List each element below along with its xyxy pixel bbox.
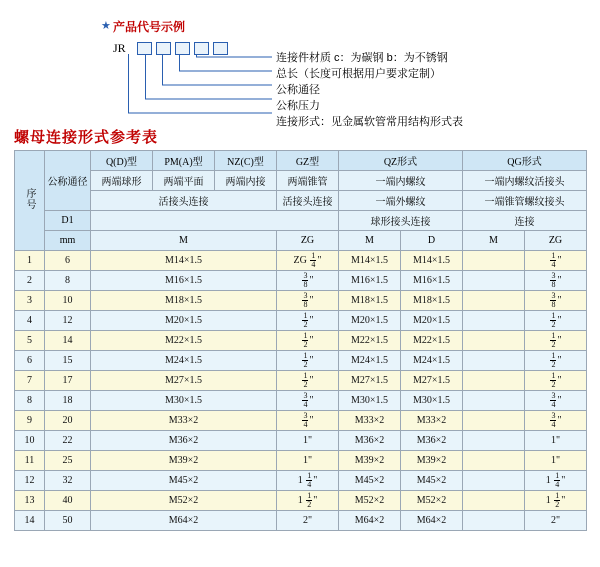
cell-qz-m: M22×1.5 bbox=[339, 331, 401, 351]
cell-qz-m: M36×2 bbox=[339, 431, 401, 451]
header-qz-ball: 球形接头连接 bbox=[339, 211, 463, 231]
cell-qg-m bbox=[463, 391, 525, 411]
product-code-legend bbox=[0, 0, 600, 128]
cell-qg-m bbox=[463, 291, 525, 311]
table-row bbox=[15, 411, 587, 431]
legend-item-nominal-diameter: 公称通径 bbox=[276, 84, 320, 96]
header-group-pm: PM(A)型 bbox=[153, 151, 215, 171]
legend-title: 产品代号示例 bbox=[113, 20, 186, 34]
cell-qg-zg: $\frac{3}{8}$ " bbox=[525, 291, 587, 311]
header-qg-connect: 连接 bbox=[463, 211, 587, 231]
cell-qz-d: M14×1.5 bbox=[401, 251, 463, 271]
cell-qz-m: M24×1.5 bbox=[339, 351, 401, 371]
cell-zg: $\frac{3}{4}$ " bbox=[277, 391, 339, 411]
cell-qz-m: M16×1.5 bbox=[339, 271, 401, 291]
cell-qz-m: M33×2 bbox=[339, 411, 401, 431]
header-qz-thread: 一端外螺纹 bbox=[339, 191, 463, 211]
table-row bbox=[15, 351, 587, 371]
cell-m: M27×1.5 bbox=[91, 371, 277, 391]
cell-m: M64×2 bbox=[91, 511, 277, 531]
cell-qg-m bbox=[463, 471, 525, 491]
cell-zg: $\frac{3}{8}$ " bbox=[277, 291, 339, 311]
header-qd-desc: 两端球形 bbox=[91, 171, 153, 191]
header-col-zg: ZG bbox=[277, 231, 339, 251]
cell-qg-zg: $\frac{1}{4}$ " bbox=[525, 251, 587, 271]
table-row bbox=[15, 471, 587, 491]
header-seq: 序号 bbox=[15, 151, 45, 251]
header-pm-desc: 两端平面 bbox=[153, 171, 215, 191]
cell-qg-zg: $\frac{3}{8}$ " bbox=[525, 271, 587, 291]
header-qz-desc: 一端内螺纹 bbox=[339, 171, 463, 191]
cell-dn: 18 bbox=[45, 391, 91, 411]
header-group-qz: QZ形式 bbox=[339, 151, 463, 171]
cell-seq: 7 bbox=[15, 371, 45, 391]
cell-zg: $\frac{3}{4}$ " bbox=[277, 411, 339, 431]
cell-m: M22×1.5 bbox=[91, 331, 277, 351]
header-left-connection: 活接头连接 bbox=[91, 191, 277, 211]
cell-qg-zg: 1" bbox=[525, 451, 587, 471]
table-header-row-5 bbox=[15, 231, 587, 251]
cell-qg-zg: 1" bbox=[525, 431, 587, 451]
header-gz-desc: 两端锥管 bbox=[277, 171, 339, 191]
cell-seq: 10 bbox=[15, 431, 45, 451]
header-col-qg-zg: ZG bbox=[525, 231, 587, 251]
cell-dn: 14 bbox=[45, 331, 91, 351]
cell-qz-m: M18×1.5 bbox=[339, 291, 401, 311]
cell-zg: ZG $\frac{1}{4}$ " bbox=[277, 251, 339, 271]
cell-qz-d: M22×1.5 bbox=[401, 331, 463, 351]
cell-qg-m bbox=[463, 411, 525, 431]
cell-qg-m bbox=[463, 331, 525, 351]
cell-qz-d: M16×1.5 bbox=[401, 271, 463, 291]
cell-m: M30×1.5 bbox=[91, 391, 277, 411]
cell-zg: $\frac{3}{8}$ " bbox=[277, 271, 339, 291]
header-group-nz: NZ(C)型 bbox=[215, 151, 277, 171]
cell-seq: 11 bbox=[15, 451, 45, 471]
cell-zg: $\frac{1}{2}$ " bbox=[277, 371, 339, 391]
cell-qg-zg: 1 $\frac{1}{4}$ " bbox=[525, 471, 587, 491]
cell-qg-zg: 2" bbox=[525, 511, 587, 531]
code-prefix-label: JR bbox=[113, 41, 126, 55]
cell-qg-zg: $\frac{1}{2}$ " bbox=[525, 311, 587, 331]
cell-dn: 22 bbox=[45, 431, 91, 451]
cell-zg: $\frac{1}{2}$ " bbox=[277, 311, 339, 331]
header-dn: 公称通径 bbox=[45, 151, 91, 211]
header-nz-desc: 两端内接 bbox=[215, 171, 277, 191]
cell-qz-m: M52×2 bbox=[339, 491, 401, 511]
cell-zg: $\frac{1}{2}$ " bbox=[277, 331, 339, 351]
cell-m: M36×2 bbox=[91, 431, 277, 451]
cell-zg: 1 $\frac{1}{2}$ " bbox=[277, 491, 339, 511]
legend-item-list bbox=[276, 51, 463, 131]
cell-dn: 25 bbox=[45, 451, 91, 471]
table-header-row-4 bbox=[15, 211, 587, 231]
cell-dn: 32 bbox=[45, 471, 91, 491]
cell-qg-m bbox=[463, 251, 525, 271]
cell-zg: 1" bbox=[277, 431, 339, 451]
table-header-row-1 bbox=[15, 151, 587, 171]
cell-m: M39×2 bbox=[91, 451, 277, 471]
cell-qz-m: M39×2 bbox=[339, 451, 401, 471]
cell-seq: 14 bbox=[15, 511, 45, 531]
cell-qg-m bbox=[463, 311, 525, 331]
header-unit-mm: mm bbox=[45, 231, 91, 251]
cell-qg-m bbox=[463, 511, 525, 531]
cell-m: M14×1.5 bbox=[91, 251, 277, 271]
table-row bbox=[15, 271, 587, 291]
header-col-qg-m: M bbox=[463, 231, 525, 251]
table-row bbox=[15, 491, 587, 511]
cell-dn: 50 bbox=[45, 511, 91, 531]
cell-m: M20×1.5 bbox=[91, 311, 277, 331]
cell-m: M18×1.5 bbox=[91, 291, 277, 311]
cell-qz-d: M33×2 bbox=[401, 411, 463, 431]
cell-qg-m bbox=[463, 371, 525, 391]
cell-m: M16×1.5 bbox=[91, 271, 277, 291]
cell-qz-d: M24×1.5 bbox=[401, 351, 463, 371]
table-body bbox=[15, 251, 587, 531]
cell-qz-m: M20×1.5 bbox=[339, 311, 401, 331]
legend-item-material: 连接件材质 c：为碳钢 b：为不锈钢 bbox=[276, 52, 448, 64]
cell-qz-d: M64×2 bbox=[401, 511, 463, 531]
cell-qz-d: M18×1.5 bbox=[401, 291, 463, 311]
table-row bbox=[15, 511, 587, 531]
cell-qz-d: M27×1.5 bbox=[401, 371, 463, 391]
star-icon: ★ bbox=[101, 20, 111, 32]
cell-qg-m bbox=[463, 451, 525, 471]
cell-dn: 8 bbox=[45, 271, 91, 291]
cell-seq: 13 bbox=[15, 491, 45, 511]
cell-qg-zg: 1 $\frac{1}{2}$ " bbox=[525, 491, 587, 511]
cell-seq: 2 bbox=[15, 271, 45, 291]
cell-dn: 12 bbox=[45, 311, 91, 331]
table-row bbox=[15, 311, 587, 331]
cell-qg-zg: $\frac{1}{2}$ " bbox=[525, 331, 587, 351]
cell-qz-m: M64×2 bbox=[339, 511, 401, 531]
cell-qz-d: M52×2 bbox=[401, 491, 463, 511]
cell-qg-m bbox=[463, 351, 525, 371]
cell-qz-d: M20×1.5 bbox=[401, 311, 463, 331]
cell-zg: 2" bbox=[277, 511, 339, 531]
cell-seq: 8 bbox=[15, 391, 45, 411]
legend-item-nominal-pressure: 公称压力 bbox=[276, 100, 320, 112]
table-header-row-2 bbox=[15, 171, 587, 191]
cell-m: M52×2 bbox=[91, 491, 277, 511]
header-group-qd: Q(D)型 bbox=[91, 151, 153, 171]
cell-seq: 4 bbox=[15, 311, 45, 331]
cell-dn: 20 bbox=[45, 411, 91, 431]
cell-dn: 15 bbox=[45, 351, 91, 371]
cell-seq: 12 bbox=[15, 471, 45, 491]
header-qg-thread: 一端锥管螺纹接头 bbox=[463, 191, 587, 211]
cell-dn: 17 bbox=[45, 371, 91, 391]
cell-qg-zg: $\frac{3}{4}$ " bbox=[525, 411, 587, 431]
cell-seq: 3 bbox=[15, 291, 45, 311]
table-row bbox=[15, 331, 587, 351]
header-col-qz-m: M bbox=[339, 231, 401, 251]
cell-qg-zg: $\frac{3}{4}$ " bbox=[525, 391, 587, 411]
cell-dn: 10 bbox=[45, 291, 91, 311]
cell-seq: 1 bbox=[15, 251, 45, 271]
cell-m: M33×2 bbox=[91, 411, 277, 431]
cell-qz-d: M39×2 bbox=[401, 451, 463, 471]
header-qg-desc: 一端内螺纹活接头 bbox=[463, 171, 587, 191]
legend-item-connection-type: 连接形式：见金属软管常用结构形式表 bbox=[276, 116, 463, 128]
legend-item-length: 总长（长度可根据用户要求定制） bbox=[276, 68, 441, 80]
cell-qg-m bbox=[463, 491, 525, 511]
table-row bbox=[15, 391, 587, 411]
cell-dn: 6 bbox=[45, 251, 91, 271]
header-group-qg: QG形式 bbox=[463, 151, 587, 171]
header-group-gz: GZ型 bbox=[277, 151, 339, 171]
cell-zg: 1" bbox=[277, 451, 339, 471]
cell-qg-zg: $\frac{1}{2}$ " bbox=[525, 351, 587, 371]
page-title: 螺母连接形式参考表 bbox=[14, 129, 159, 146]
header-col-m: M bbox=[91, 231, 277, 251]
cell-qz-m: M14×1.5 bbox=[339, 251, 401, 271]
header-col-qz-d: D bbox=[401, 231, 463, 251]
cell-qz-d: M36×2 bbox=[401, 431, 463, 451]
header-blank bbox=[91, 211, 339, 231]
nut-connection-table bbox=[14, 150, 587, 531]
cell-qz-m: M30×1.5 bbox=[339, 391, 401, 411]
table-row bbox=[15, 371, 587, 391]
cell-qg-m bbox=[463, 431, 525, 451]
table-row bbox=[15, 251, 587, 271]
cell-seq: 5 bbox=[15, 331, 45, 351]
cell-qg-m bbox=[463, 271, 525, 291]
cell-qz-m: M45×2 bbox=[339, 471, 401, 491]
table-row bbox=[15, 291, 587, 311]
header-gz-connection: 活接头连接 bbox=[277, 191, 339, 211]
cell-qz-m: M27×1.5 bbox=[339, 371, 401, 391]
cell-zg: 1 $\frac{1}{4}$ " bbox=[277, 471, 339, 491]
cell-seq: 9 bbox=[15, 411, 45, 431]
table-head bbox=[15, 151, 587, 251]
nut-connection-table-wrap bbox=[14, 150, 586, 531]
cell-zg: $\frac{1}{2}$ " bbox=[277, 351, 339, 371]
cell-qg-zg: $\frac{1}{2}$ " bbox=[525, 371, 587, 391]
table-header-row-3 bbox=[15, 191, 587, 211]
header-d1: D1 bbox=[45, 211, 91, 231]
cell-dn: 40 bbox=[45, 491, 91, 511]
cell-qz-d: M30×1.5 bbox=[401, 391, 463, 411]
table-row bbox=[15, 431, 587, 451]
table-row bbox=[15, 451, 587, 471]
cell-qz-d: M45×2 bbox=[401, 471, 463, 491]
cell-m: M24×1.5 bbox=[91, 351, 277, 371]
cell-seq: 6 bbox=[15, 351, 45, 371]
cell-m: M45×2 bbox=[91, 471, 277, 491]
